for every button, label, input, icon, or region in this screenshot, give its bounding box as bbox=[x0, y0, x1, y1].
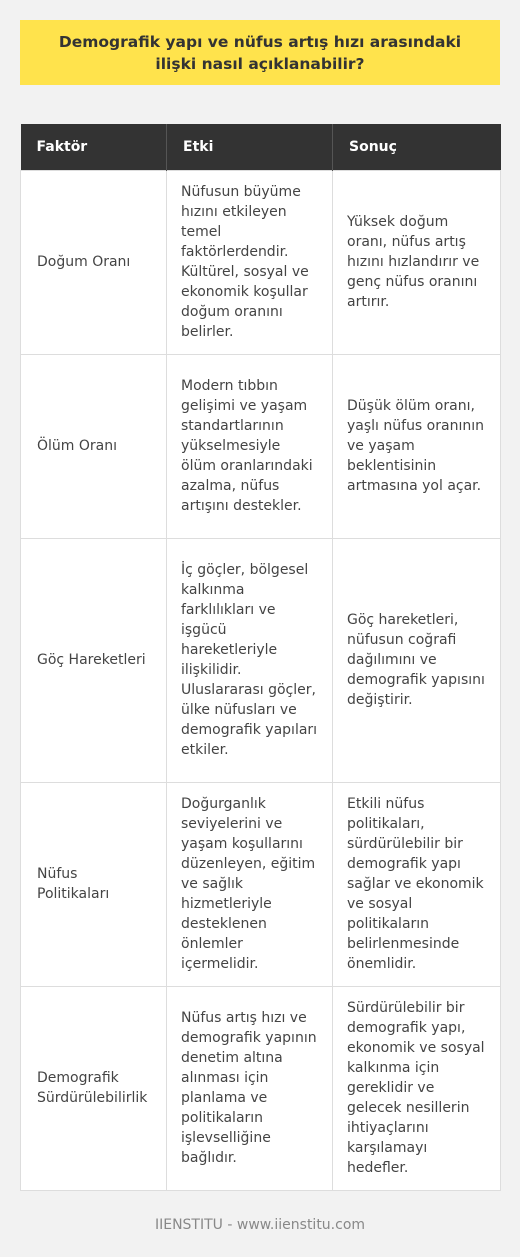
page-title: Demografik yapı ve nüfus artış hızı arasındaki ilişki nasıl açıklanabilir? bbox=[58, 32, 462, 73]
comparison-table bbox=[20, 124, 501, 1191]
factor-cell: Göç Hareketleri bbox=[21, 538, 167, 782]
result-cell: Etkili nüfus politikaları, sürdürülebilir bir demografik yapı sağlar ve ekonomik ve sosyal politikaların belirlenmesinde önemlidir. bbox=[333, 782, 501, 986]
result-cell: Sürdürülebilir bir demografik yapı, ekonomik ve sosyal kalkınma için gereklidir ve gelecek nesillerin ihtiyaçlarını karşılamayı hedefler. bbox=[333, 986, 501, 1190]
factor-cell: Ölüm Oranı bbox=[21, 354, 167, 538]
effect-cell: Nüfus artış hızı ve demografik yapının denetim altına alınması için planlama ve politikaların işlevselliğine bağlıdır. bbox=[167, 986, 333, 1190]
table-row bbox=[21, 354, 501, 538]
table-row bbox=[21, 170, 501, 354]
result-cell: Göç hareketleri, nüfusun coğrafi dağılımını ve demografik yapısını değiştirir. bbox=[333, 538, 501, 782]
table-row bbox=[21, 986, 501, 1190]
title-banner bbox=[20, 20, 500, 85]
effect-cell: Nüfusun büyüme hızını etkileyen temel faktörlerdendir. Kültürel, sosyal ve ekonomik koşullar doğum oranını belirler. bbox=[167, 170, 333, 354]
result-cell: Düşük ölüm oranı, yaşlı nüfus oranının ve yaşam beklentisinin artmasına yol açar. bbox=[333, 354, 501, 538]
table-row bbox=[21, 538, 501, 782]
result-cell: Yüksek doğum oranı, nüfus artış hızını hızlandırır ve genç nüfus oranını artırır. bbox=[333, 170, 501, 354]
header-effect: Etki bbox=[167, 124, 333, 170]
effect-cell: Doğurganlık seviyelerini ve yaşam koşullarını düzenleyen, eğitim ve sağlık hizmetleriyle desteklenen önlemler içermelidir. bbox=[167, 782, 333, 986]
footer-credit: IIENSTITU - www.iienstitu.com bbox=[154, 1217, 366, 1233]
header-result: Sonuç bbox=[333, 124, 501, 170]
effect-cell: İç göçler, bölgesel kalkınma farklılıkları ve işgücü hareketleriyle ilişkilidir. Uluslararası göçler, ülke nüfusları ve demografik yapıları etkiler. bbox=[167, 538, 333, 782]
effect-cell: Modern tıbbın gelişimi ve yaşam standartlarının yükselmesiyle ölüm oranlarındaki azalma, nüfus artışını destekler. bbox=[167, 354, 333, 538]
factor-cell: Nüfus Politikaları bbox=[21, 782, 167, 986]
header-factor: Faktör bbox=[21, 124, 167, 170]
factor-cell: Doğum Oranı bbox=[21, 170, 167, 354]
table-header-row bbox=[21, 124, 501, 170]
factor-cell: Demografik Sürdürülebilirlik bbox=[21, 986, 167, 1190]
table-row bbox=[21, 782, 501, 986]
